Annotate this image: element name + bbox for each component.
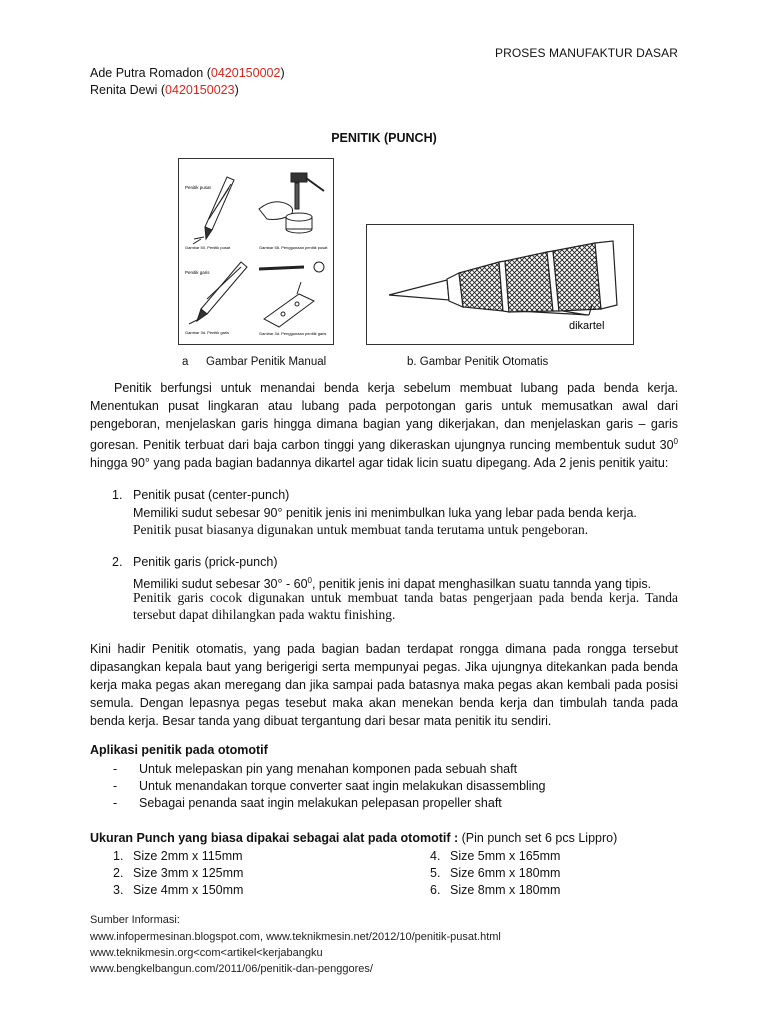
manual-punch-drawing: [179, 159, 333, 344]
type-1-desc2: Penitik pusat biasanya digunakan untuk membuat tanda terutama untuk pengeboran.: [133, 522, 589, 537]
intro-text: Penitik berfungsi untuk menandai benda kerja sebelum membuat lubang pada benda kerja. Menentukan pusat lingkaran atau lubang pada perpotongan garis untuk memusatkan awal dari pengeboran, menjelaskan garis hingga dimana bagian yang dikerjakan, dan menjelaskan garis – garis goresan. Penitik terbuat dari baja carbon tinggi yang dikeraskan ujungnya runcing membentuk sudut 30: [90, 381, 678, 453]
source-link[interactable]: www.infopermesinan.blogspot.com, www.teknikmesin.net/2012/10/penitik-pusat.html: [90, 931, 501, 943]
list-number: 2.: [112, 555, 123, 569]
author-1: Ade Putra Romadon (0420150002): [90, 66, 285, 80]
type-2-desc2: Penitik garis cocok digunakan untuk membuat tanda batas pengerjaan pada benda kerja. Tanda tersebut dapat dihilangkan pada waktu finishing.: [133, 590, 678, 622]
type-2-desc-b: , penitik jenis ini dapat menghasilkan suatu tannda yang tipis.: [311, 577, 652, 592]
fig-label: Penitik garis: [185, 270, 210, 275]
sizes-heading: [90, 831, 617, 845]
course-title: PROSES MANUFAKTUR DASAR: [495, 46, 678, 60]
sizes-heading-tail: (Pin punch set 6 pcs Lippro): [461, 831, 618, 845]
type-1-heading: [112, 488, 289, 502]
intro-tail: hingga 90° yang pada bagian badannya dikartel agar tidak licin suatu dipegang. Ada 2 jenis penitik yaitu:: [90, 456, 669, 471]
caption-a-letter: a: [182, 356, 189, 368]
author-2: Renita Dewi (0420150023): [90, 83, 239, 97]
application-text: Untuk melepaskan pin yang menahan komponen pada sebuah shaft: [139, 762, 518, 776]
size-item: 5. Size 6mm x 180mm: [430, 866, 561, 880]
size-item: 2. Size 3mm x 125mm: [113, 866, 244, 880]
fig-label: Penitik pusat: [185, 185, 211, 190]
size-item: 6. Size 8mm x 180mm: [430, 883, 561, 897]
type-2-desc-a: Memiliki sudut sebesar 30° - 60: [133, 577, 308, 592]
fig-label: Gambar 58. Penggunaan penitik pusat: [259, 245, 328, 250]
type-title: Penitik pusat (center-punch): [133, 488, 290, 502]
fig-label: Gambar 50. Penitik pusat: [185, 245, 231, 250]
sizes-heading-bold: Ukuran Punch yang biasa dipakai sebagai alat pada otomotif :: [90, 831, 459, 845]
caption-a-text: Gambar Penitik Manual: [206, 356, 327, 368]
dikartel-label: dikartel: [569, 320, 605, 332]
source-link[interactable]: www.teknikmesin.org<com<artikel<kerjabangku: [90, 947, 323, 959]
author-nim: 0420150002: [210, 66, 281, 80]
type-2-heading: [112, 555, 278, 569]
document-title: PENITIK (PUNCH): [331, 131, 437, 145]
applications-heading: Aplikasi penitik pada otomotif: [90, 743, 268, 757]
author-nim: 0420150023: [165, 83, 235, 97]
size-item: 4. Size 5mm x 165mm: [430, 849, 561, 863]
application-item: - Untuk menandakan torque converter saat ingin melakukan disassembling: [113, 779, 546, 793]
fig-label: Gambar 3d. Penggunaan penitik garis: [259, 331, 327, 336]
size-item: 3. Size 4mm x 150mm: [113, 883, 244, 897]
caption-a: [182, 356, 326, 368]
application-text: Sebagai penanda saat ingin melakukan pelepasan propeller shaft: [139, 796, 502, 810]
size-item: 1. Size 2mm x 115mm: [113, 849, 243, 863]
caption-b: b. Gambar Penitik Otomatis: [407, 356, 549, 368]
author-name: Ade Putra Romadon: [90, 66, 204, 80]
sources-heading: Sumber Informasi:: [90, 914, 180, 926]
automatic-text: Kini hadir Penitik otomatis, yang pada bagian badan terdapat rongga dimana pada rongga tersebut dipasangkan kepala baut yang berigerigi serta mempunyai pegas. Jika ujungnya ditekankan pada benda kerja maka pegas akan meregang dan jika sampai pada batasnya maka pegas akan kembali pada posisi semula. Dengan lepasnya pegas tesebut maka akan menekan benda kerja dan timbulah tanda pada benda kerja. Besar tanda yang dibuat tergantung dari besar mata penitik itu sendiri.: [90, 642, 678, 728]
automatic-punch-drawing: [367, 225, 633, 344]
fig-label: Gambar 3d. Penitik garis: [185, 330, 230, 335]
application-item: - Sebagai penanda saat ingin melakukan pelepasan propeller shaft: [113, 796, 502, 810]
list-number: 1.: [112, 488, 123, 502]
application-item: - Untuk melepaskan pin yang menahan komponen pada sebuah shaft: [113, 762, 518, 776]
application-text: Untuk menandakan torque converter saat ingin melakukan disassembling: [139, 779, 546, 793]
figure-manual-punch: [178, 158, 334, 345]
intro-paragraph: [90, 379, 678, 472]
source-link[interactable]: www.bengkelbangun.com/2011/06/penitik-dan-penggores/: [90, 963, 373, 975]
type-1-desc: Memiliki sudut sebesar 90° penitik jenis ini menimbulkan luka yang lebar pada benda kerja.: [133, 506, 637, 520]
type-title: Penitik garis (prick-punch): [133, 555, 278, 569]
figure-automatic-punch: [366, 224, 634, 345]
author-name: Renita Dewi: [90, 83, 158, 97]
type-2-superscript: 0: [307, 576, 312, 585]
intro-superscript: 0: [673, 437, 678, 446]
automatic-paragraph: [90, 640, 678, 730]
